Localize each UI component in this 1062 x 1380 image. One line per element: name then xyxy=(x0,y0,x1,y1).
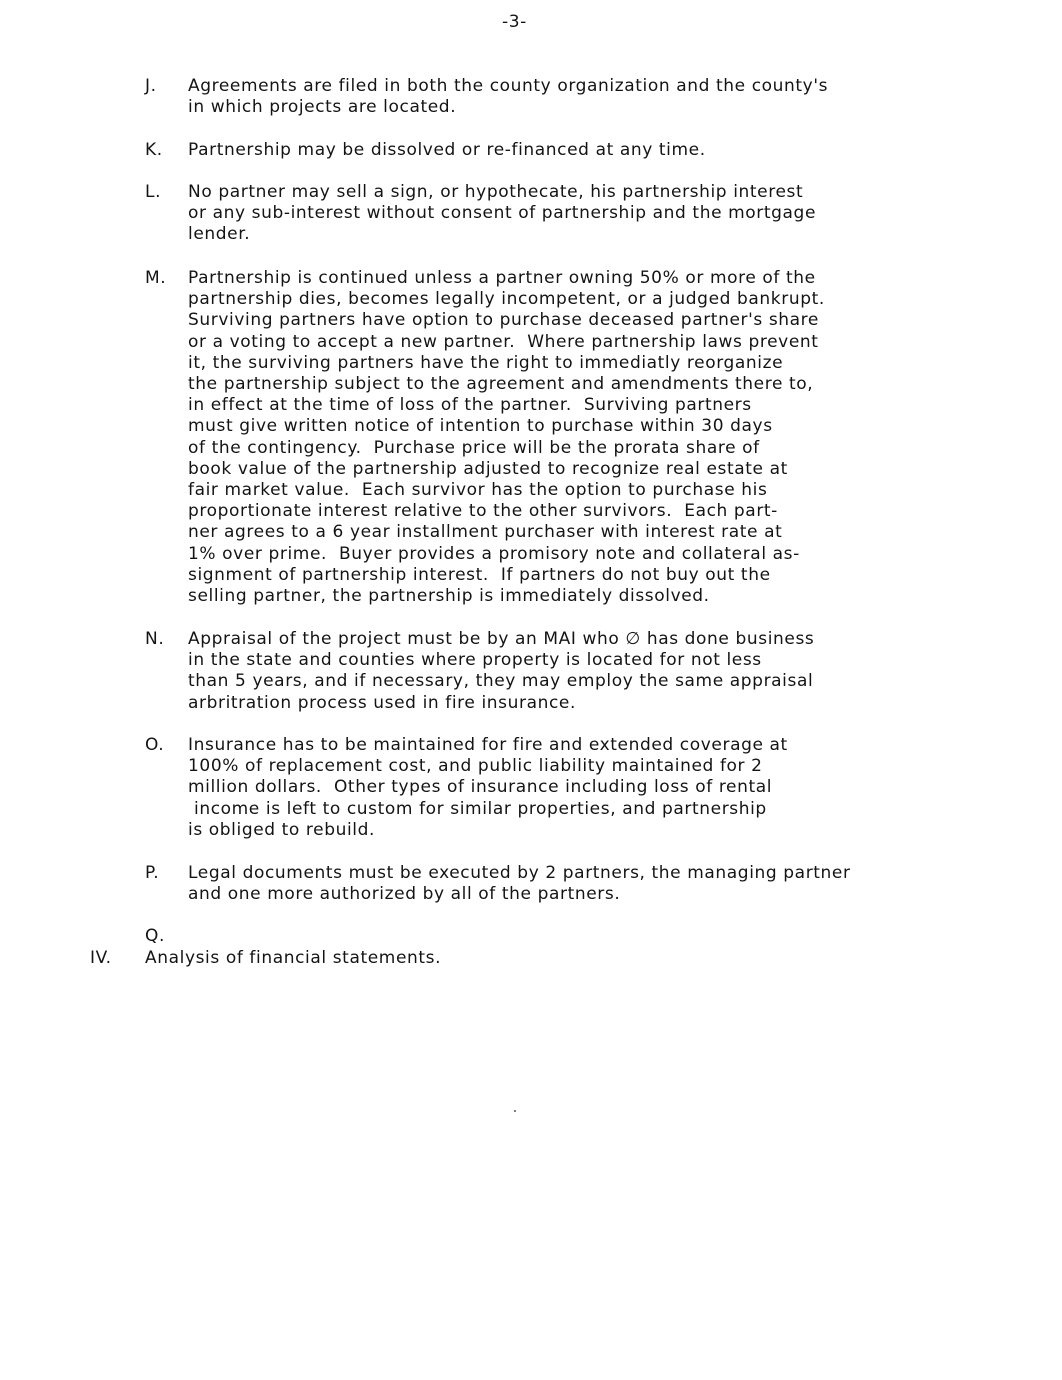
text-line: Partnership may be dissolved or re-financed at any time. xyxy=(188,140,706,160)
item-letter: N. xyxy=(145,629,165,649)
text-line: Appraisal of the project must be by an MAI who ∅ has done business xyxy=(188,629,815,649)
text-line: No partner may sell a sign, or hypothecate, his partnership interest xyxy=(188,182,804,202)
text-line: arbritration process used in fire insurance. xyxy=(188,692,576,713)
text-line: ner agrees to a 6 year installment purchaser with interest rate at xyxy=(188,522,783,543)
page-number: -3- xyxy=(502,12,527,32)
item-text xyxy=(188,76,938,118)
text-line: Agreements are filed in both the county organization and the county's xyxy=(188,76,829,96)
item-text xyxy=(188,182,938,246)
text-line: 100% of replacement cost, and public liability maintained for 2 xyxy=(188,756,763,777)
text-line: signment of partnership interest. If partners do not buy out the xyxy=(188,564,771,585)
item-text xyxy=(188,268,938,607)
text-line: in effect at the time of loss of the partner. Surviving partners xyxy=(188,395,752,416)
text-line: proportionate interest relative to the other survivors. Each part- xyxy=(188,501,778,522)
text-line: the partnership subject to the agreement and amendments there to, xyxy=(188,374,814,395)
text-line: of the contingency. Purchase price will be the prorata share of xyxy=(188,437,760,458)
section-title: Analysis of financial statements. xyxy=(145,948,442,968)
text-line: 1% over prime. Buyer provides a promisory note and collateral as- xyxy=(188,543,800,564)
text-line: lender. xyxy=(188,224,251,245)
text-line: in which projects are located. xyxy=(188,97,457,118)
text-line: it, the surviving partners have the right to immediatly reorganize xyxy=(188,352,784,373)
text-line: Partnership is continued unless a partner owning 50% or more of the xyxy=(188,268,816,288)
text-line: book value of the partnership adjusted to recognize real estate at xyxy=(188,458,788,479)
text-line: Surviving partners have option to purchase deceased partner's share xyxy=(188,310,819,331)
item-letter: K. xyxy=(145,140,163,160)
item-text xyxy=(188,735,938,841)
item-letter: P. xyxy=(145,863,160,883)
text-line: Insurance has to be maintained for fire and extended coverage at xyxy=(188,735,788,755)
item-letter: Q. xyxy=(145,926,165,946)
item-letter: J. xyxy=(145,76,157,96)
text-line: must give written notice of intention to purchase within 30 days xyxy=(188,416,773,437)
text-line: partnership dies, becomes legally incompetent, or a judged bankrupt. xyxy=(188,289,825,310)
text-line: million dollars. Other types of insurance including loss of rental xyxy=(188,777,773,798)
text-line: selling partner, the partnership is immediately dissolved. xyxy=(188,586,710,607)
item-text xyxy=(188,629,938,714)
item-text xyxy=(188,140,938,161)
section-numeral: IV. xyxy=(90,948,112,968)
text-line: income is left to custom for similar properties, and partnership xyxy=(188,798,767,819)
text-line: and one more authorized by all of the partners. xyxy=(188,884,621,905)
text-line: fair market value. Each survivor has the option to purchase his xyxy=(188,480,768,501)
text-line: or any sub-interest without consent of partnership and the mortgage xyxy=(188,203,817,224)
text-line: or a voting to accept a new partner. Where partnership laws prevent xyxy=(188,331,819,352)
item-letter: M. xyxy=(145,268,167,288)
scan-speck xyxy=(514,1110,516,1112)
item-letter: O. xyxy=(145,735,165,755)
text-line: than 5 years, and if necessary, they may employ the same appraisal xyxy=(188,671,814,692)
item-letter: L. xyxy=(145,182,162,202)
text-line: in the state and counties where property is located for not less xyxy=(188,650,762,671)
text-line: is obliged to rebuild. xyxy=(188,819,376,840)
item-text xyxy=(188,863,938,905)
text-line: Legal documents must be executed by 2 partners, the managing partner xyxy=(188,863,851,883)
